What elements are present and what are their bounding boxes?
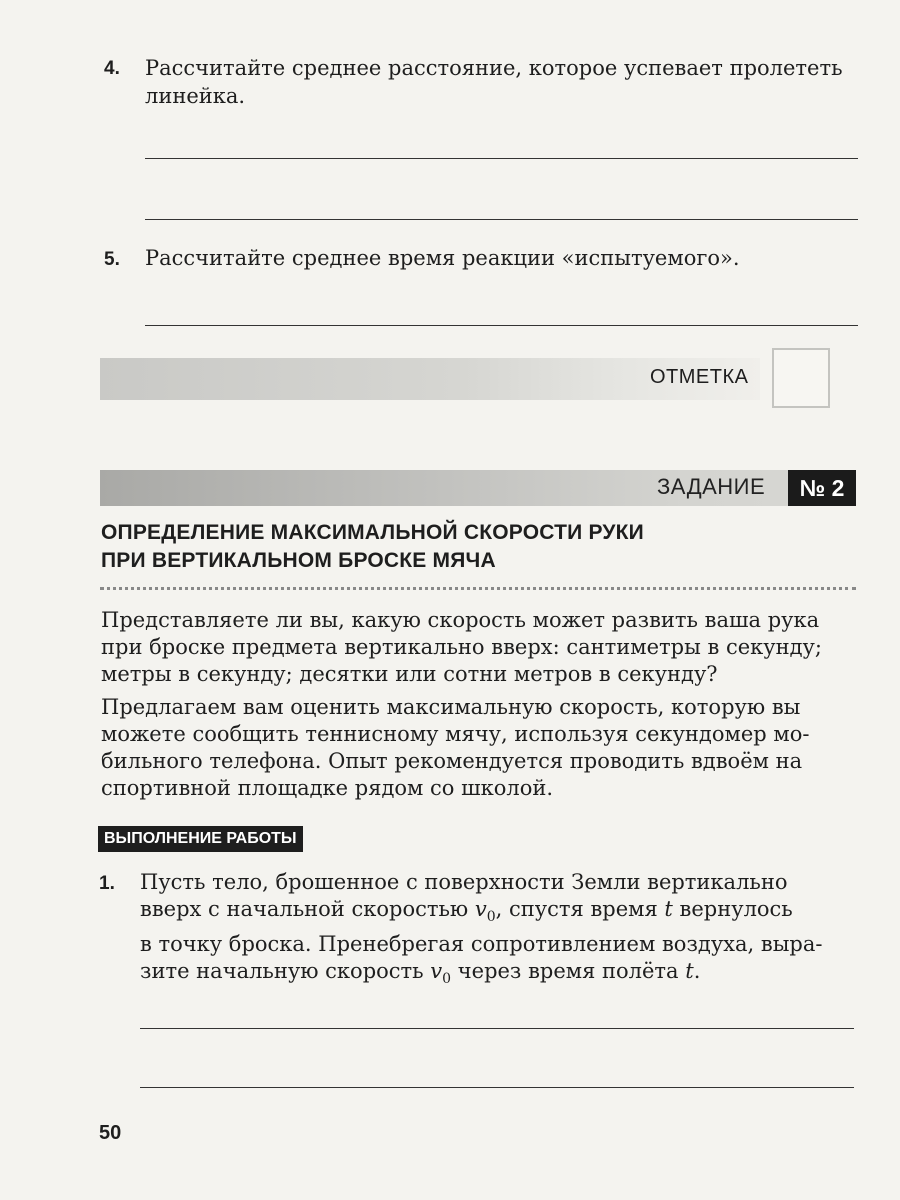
task-title — [101, 519, 821, 575]
question-4-text — [145, 54, 860, 110]
intro-1-line-1: Представляете ли вы, какую скорость может развить ваша рука — [101, 608, 820, 632]
question-5-number: 5. — [104, 249, 120, 270]
question-1-text — [140, 869, 856, 993]
question-4-number: 4. — [104, 58, 120, 79]
question-4-line-2: линейка. — [145, 84, 246, 108]
mark-label: ОТМЕТКА — [650, 366, 749, 388]
intro-2-line-2: можете сообщить теннисному мячу, используя секундомер мо- — [101, 722, 810, 746]
task-title-line-2: ПРИ ВЕРТИКАЛЬНОМ БРОСКЕ МЯЧА — [101, 549, 496, 572]
section-label: ВЫПОЛНЕНИЕ РАБОТЫ — [98, 826, 303, 852]
question-1-line-4: зите начальную скорость $v_0$ через время полёта t. — [140, 959, 701, 988]
question-5-text: Рассчитайте среднее время реакции «испытуемого». — [145, 246, 740, 270]
intro-2-line-4: спортивной площадке рядом со школой. — [101, 776, 554, 800]
page-number: 50 — [99, 1122, 122, 1144]
answer-line-4b[interactable] — [145, 219, 858, 220]
intro-paragraph-2 — [101, 694, 857, 802]
answer-line-1a[interactable] — [140, 1028, 854, 1029]
question-1-number: 1. — [99, 873, 115, 894]
task-label: ЗАДАНИЕ — [657, 474, 766, 499]
intro-paragraph-1 — [101, 607, 857, 688]
question-1-line-3: в точку броска. Пренебрегая сопротивлением воздуха, выра- — [140, 932, 823, 957]
intro-2-line-1: Предлагаем вам оценить максимальную скорость, которую вы — [101, 695, 801, 719]
task-number-badge: № 2 — [788, 470, 856, 506]
task-title-line-1: ОПРЕДЕЛЕНИЕ МАКСИМАЛЬНОЙ СКОРОСТИ РУКИ — [101, 521, 644, 544]
answer-line-5[interactable] — [145, 325, 858, 326]
answer-line-4a[interactable] — [145, 158, 858, 159]
intro-1-line-2: при броске предмета вертикально вверх: сантиметры в секунду; — [101, 635, 822, 659]
question-1-line-1: Пусть тело, брошенное с поверхности Земли вертикально — [140, 870, 788, 894]
intro-1-line-3: метры в секунду; десятки или сотни метров в секунду? — [101, 662, 718, 686]
answer-line-1b[interactable] — [140, 1087, 854, 1088]
question-1-line-2: вверх с начальной скоростью $v_0$, спустя время t вернулось — [140, 897, 793, 926]
title-divider — [100, 587, 856, 590]
question-4-line-1: Рассчитайте среднее расстояние, которое успевает пролететь — [145, 56, 843, 80]
mark-box[interactable] — [772, 348, 830, 408]
intro-2-line-3: бильного телефона. Опыт рекомендуется проводить вдвоём на — [101, 749, 803, 773]
